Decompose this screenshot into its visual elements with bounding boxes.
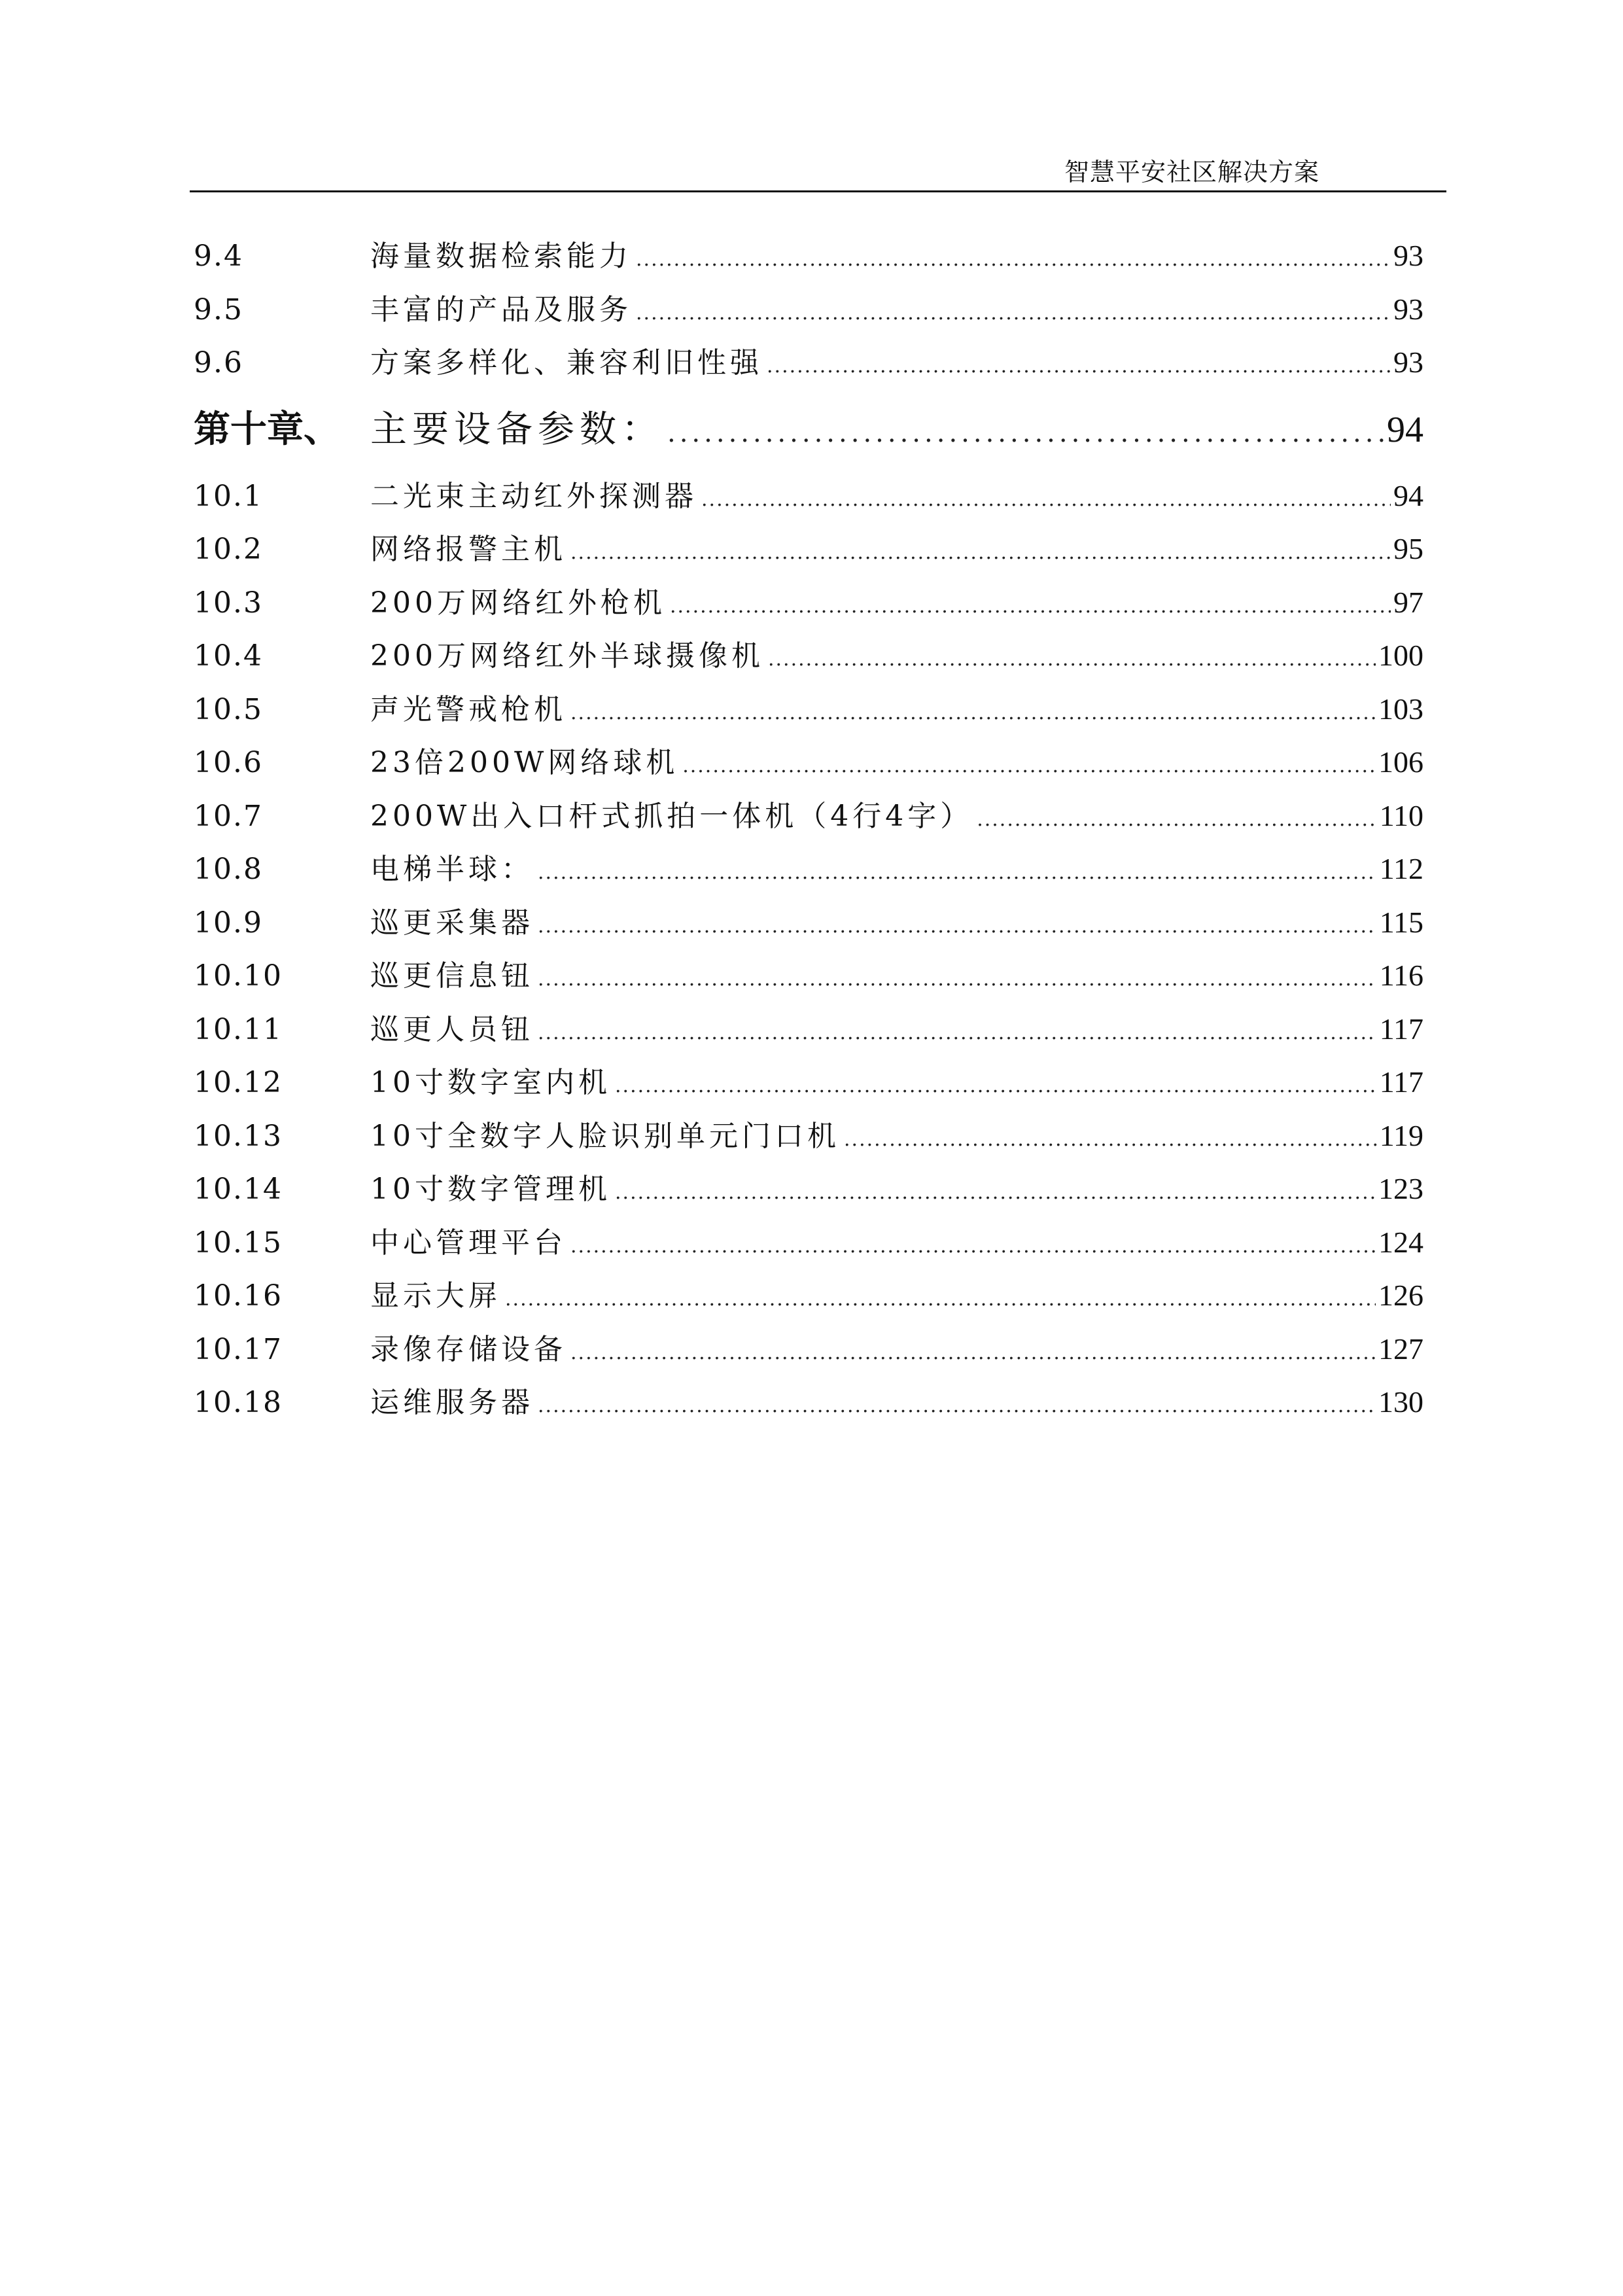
- toc-entry-number: 10.9: [194, 906, 263, 940]
- toc-entry-page: 116: [1379, 959, 1423, 992]
- toc-entry-page: 112: [1379, 852, 1423, 885]
- toc-entry[interactable]: [194, 339, 1423, 393]
- table-of-contents: [194, 232, 1423, 1432]
- toc-entry-page: 93: [1393, 345, 1423, 379]
- toc-dot-leader: [570, 1341, 1376, 1364]
- toc-dot-leader: [570, 701, 1376, 724]
- toc-dot-leader: [844, 1128, 1377, 1151]
- toc-entry-page: 119: [1379, 1118, 1423, 1152]
- toc-entry-title: 方案多样化、兼容利旧性强: [370, 346, 763, 380]
- toc-dot-leader: [615, 1181, 1376, 1204]
- toc-entry[interactable]: [194, 845, 1423, 899]
- toc-entry-page: 106: [1378, 745, 1423, 779]
- toc-dot-leader: [977, 808, 1377, 831]
- toc-entry-title: 23倍200W网络球机: [370, 746, 679, 779]
- toc-chapter-title: 主要设备参数：: [370, 408, 663, 451]
- toc-dot-leader: [538, 861, 1377, 884]
- toc-entry-number: 10.12: [194, 1066, 283, 1099]
- toc-dot-leader: [667, 418, 1384, 448]
- toc-entry-page: 93: [1393, 239, 1423, 272]
- toc-dot-leader: [538, 915, 1377, 938]
- toc-entry-page: 97: [1393, 585, 1423, 619]
- toc-entry-number: 10.11: [194, 1012, 283, 1046]
- toc-entry-page: 124: [1378, 1225, 1423, 1259]
- toc-entry-title: 10寸数字室内机: [370, 1066, 611, 1099]
- toc-entry-number: 10.1: [194, 479, 263, 513]
- toc-entry-page: 103: [1378, 692, 1423, 726]
- toc-chapter-number: 第十章、: [194, 408, 340, 451]
- toc-entry-title: 显示大屏: [370, 1279, 501, 1313]
- toc-entry[interactable]: [194, 1112, 1423, 1166]
- toc-entry-title: 巡更人员钮: [370, 1012, 534, 1046]
- toc-entry[interactable]: [194, 232, 1423, 286]
- toc-chapter-entry[interactable]: [194, 393, 1423, 472]
- toc-entry[interactable]: [194, 1219, 1423, 1273]
- toc-dot-leader: [636, 302, 1391, 325]
- toc-dot-leader: [636, 248, 1391, 271]
- toc-entry-page: 95: [1393, 532, 1423, 565]
- toc-entry-number: 10.5: [194, 692, 263, 726]
- toc-entry[interactable]: [194, 579, 1423, 633]
- toc-entry[interactable]: [194, 1165, 1423, 1219]
- toc-entry[interactable]: [194, 792, 1423, 846]
- toc-entry-number: 10.6: [194, 746, 263, 779]
- toc-entry[interactable]: [194, 1379, 1423, 1432]
- toc-entry-title: 声光警戒枪机: [370, 692, 567, 726]
- toc-entry-page: 117: [1379, 1065, 1423, 1099]
- toc-entry-number: 10.7: [194, 799, 263, 833]
- toc-entry-number: 9.5: [194, 292, 243, 327]
- toc-entry-page: 110: [1379, 798, 1423, 832]
- toc-entry-title: 中心管理平台: [370, 1226, 567, 1260]
- toc-entry[interactable]: [194, 1006, 1423, 1059]
- toc-entry-number: 10.15: [194, 1226, 283, 1260]
- toc-dot-leader: [538, 1394, 1376, 1417]
- toc-entry-page: 94: [1393, 478, 1423, 512]
- toc-entry-title: 二光束主动红外探测器: [370, 479, 697, 513]
- toc-entry-number: 10.8: [194, 853, 263, 886]
- toc-entry-title: 200万网络红外枪机: [370, 586, 666, 620]
- toc-entry-title: 运维服务器: [370, 1386, 534, 1419]
- toc-entry-number: 9.6: [194, 346, 243, 380]
- toc-entry-page: 126: [1378, 1279, 1423, 1312]
- toc-dot-leader: [670, 595, 1391, 618]
- page-header-title: 智慧平安社区解决方案: [1064, 158, 1319, 186]
- toc-dot-leader: [538, 968, 1377, 991]
- toc-entry-page: 123: [1378, 1172, 1423, 1205]
- toc-entry-number: 10.13: [194, 1119, 283, 1153]
- toc-entry-title: 200万网络红外半球摄像机: [370, 639, 764, 673]
- toc-entry-page: 93: [1393, 292, 1423, 326]
- toc-entry-title: 巡更采集器: [370, 906, 534, 940]
- toc-entry[interactable]: [194, 952, 1423, 1006]
- toc-entry[interactable]: [194, 472, 1423, 526]
- toc-entry-title: 巡更信息钮: [370, 959, 534, 993]
- toc-entry-title: 200W出入口杆式抓拍一体机（4行4字）: [370, 799, 973, 833]
- toc-entry-title: 海量数据检索能力: [370, 239, 632, 273]
- toc-entry[interactable]: [194, 525, 1423, 579]
- toc-dot-leader: [768, 648, 1376, 671]
- toc-entry-number: 10.18: [194, 1386, 283, 1419]
- toc-entry-number: 10.14: [194, 1173, 283, 1206]
- toc-dot-leader: [505, 1288, 1376, 1311]
- toc-dot-leader: [682, 754, 1376, 777]
- toc-dot-leader: [767, 355, 1391, 378]
- toc-entry-number: 10.4: [194, 639, 263, 673]
- toc-entry[interactable]: [194, 1326, 1423, 1379]
- toc-entry[interactable]: [194, 1059, 1423, 1112]
- toc-entry[interactable]: [194, 686, 1423, 739]
- toc-entry[interactable]: [194, 1272, 1423, 1326]
- toc-entry[interactable]: [194, 899, 1423, 953]
- toc-dot-leader: [615, 1074, 1377, 1097]
- toc-entry-number: 10.3: [194, 586, 263, 620]
- toc-entry-page: 100: [1378, 639, 1423, 672]
- toc-entry-number: 10.10: [194, 959, 283, 993]
- toc-entry-number: 9.4: [194, 239, 243, 273]
- header-divider: [190, 190, 1446, 192]
- toc-entry-number: 10.17: [194, 1332, 283, 1366]
- toc-entry-page: 130: [1378, 1385, 1423, 1419]
- toc-entry-title: 丰富的产品及服务: [370, 292, 632, 327]
- toc-dot-leader: [538, 1021, 1377, 1044]
- toc-entry-page: 127: [1378, 1332, 1423, 1366]
- toc-entry-number: 10.16: [194, 1279, 283, 1313]
- toc-entry-number: 10.2: [194, 533, 263, 566]
- toc-chapter-page: 94: [1387, 409, 1423, 450]
- toc-entry-page: 117: [1379, 1012, 1423, 1046]
- toc-entry[interactable]: [194, 739, 1423, 792]
- toc-dot-leader: [570, 541, 1391, 564]
- toc-entry-title: 10寸数字管理机: [370, 1173, 611, 1206]
- toc-entry-title: 10寸全数字人脸识别单元门口机: [370, 1119, 840, 1153]
- toc-entry[interactable]: [194, 632, 1423, 686]
- toc-entry-title: 录像存储设备: [370, 1332, 567, 1366]
- toc-entry[interactable]: [194, 286, 1423, 340]
- toc-dot-leader: [701, 488, 1391, 511]
- toc-entry-title: 网络报警主机: [370, 533, 567, 566]
- toc-entry-page: 115: [1379, 905, 1423, 939]
- toc-entry-title: 电梯半球：: [370, 853, 534, 886]
- toc-dot-leader: [570, 1235, 1376, 1258]
